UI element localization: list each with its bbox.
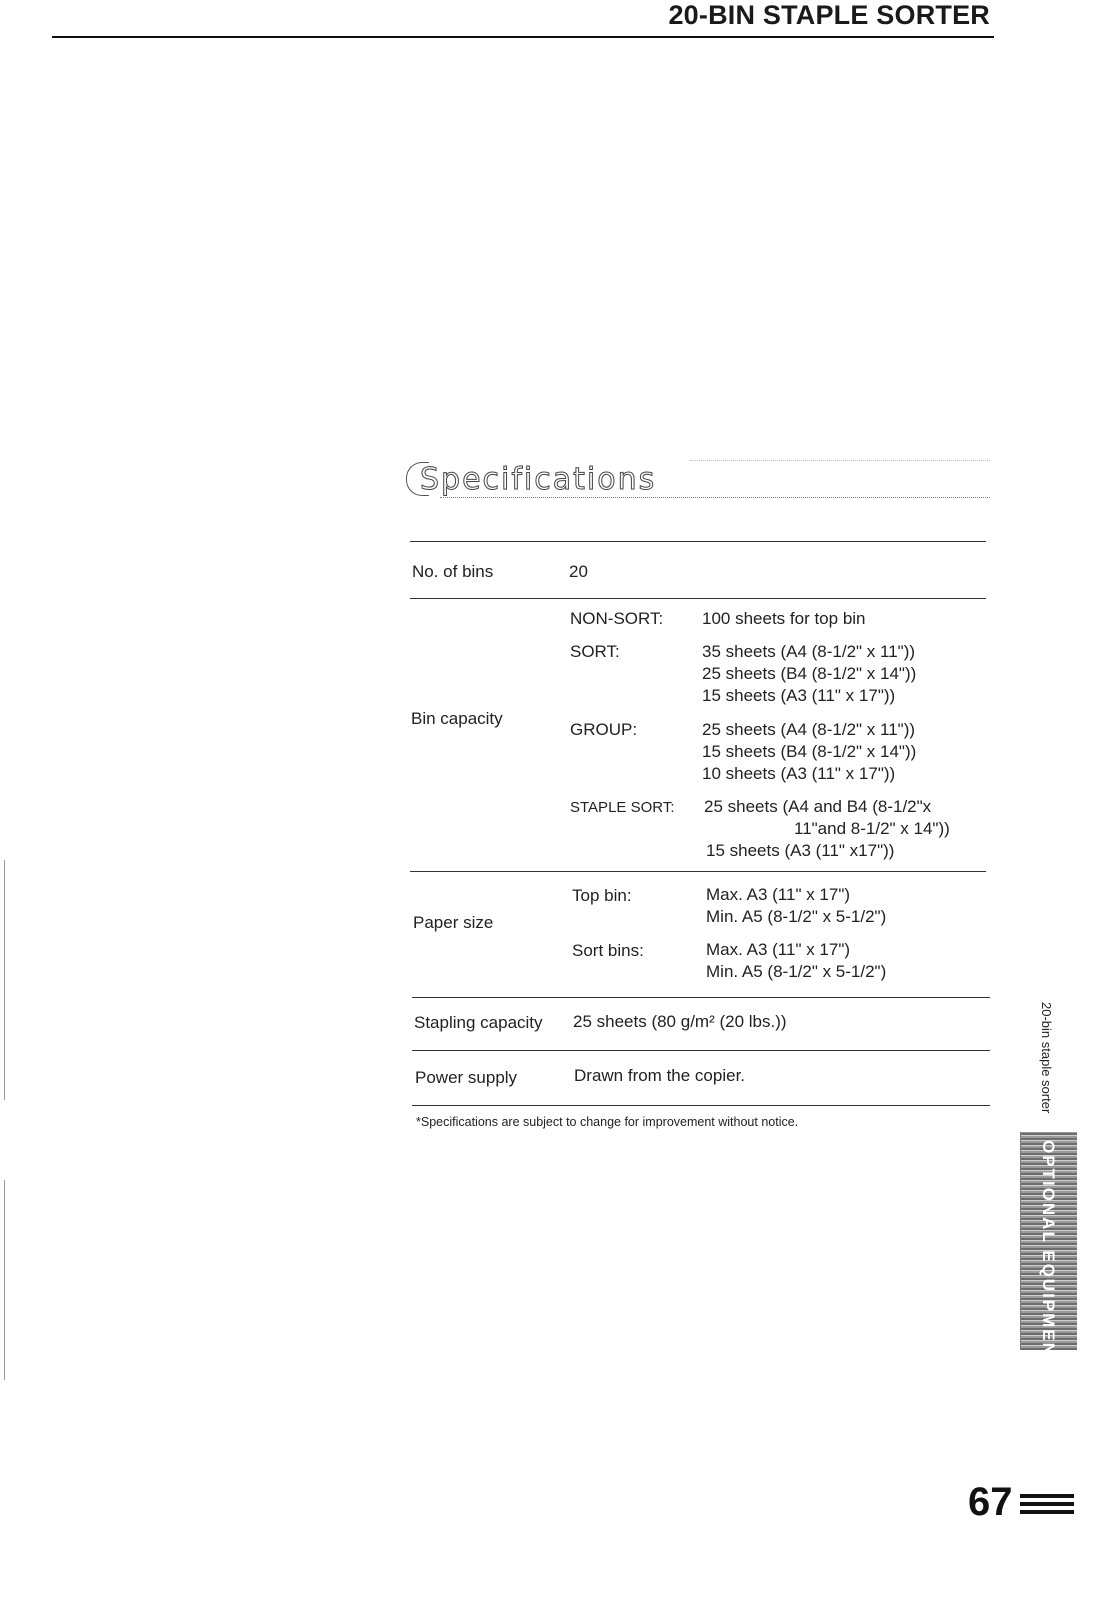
staple-sort-value-2: 11"and 8-1/2" x 14")) [794, 819, 950, 838]
paper-sort-bins: Sort bins: [572, 941, 644, 960]
staple-sort-value-1: 25 sheets (A4 and B4 (8-1/2"x [704, 797, 932, 816]
page-title: 20-BIN STAPLE SORTER [668, 0, 990, 30]
margin-scan-mark [4, 1180, 5, 1380]
heading-underline [440, 497, 990, 498]
mode-staple-sort: STAPLE SORT: [570, 799, 675, 816]
side-section-label: 20-bin staple sorter [1039, 1002, 1054, 1114]
page-number-bar [1020, 1502, 1074, 1506]
top-bin-min: Min. A5 (8-1/2" x 5-1/2") [706, 907, 887, 926]
sort-value-1: 35 sheets (A4 (8-1/2" x 11")) [702, 642, 916, 661]
table-rule [412, 997, 990, 998]
spec-value-bins: 20 [569, 562, 588, 581]
mode-non-sort: NON-SORT: [570, 609, 664, 628]
group-value-3: 10 sheets (A3 (11" x 17")) [702, 764, 896, 783]
heading-overline [690, 460, 990, 461]
staple-sort-value-3: 15 sheets (A3 (11" x17")) [706, 841, 895, 860]
spec-label-bins: No. of bins [412, 562, 494, 581]
section-heading: Specifications [420, 462, 657, 497]
top-bin-max: Max. A3 (11" x 17") [706, 885, 851, 904]
page-number-bar [1020, 1510, 1074, 1514]
margin-scan-mark [4, 860, 5, 1100]
spec-value-power: Drawn from the copier. [574, 1066, 746, 1085]
group-value-1: 25 sheets (A4 (8-1/2" x 11")) [702, 720, 916, 739]
paper-top-bin: Top bin: [572, 886, 632, 905]
sort-bins-min: Min. A5 (8-1/2" x 5-1/2") [706, 962, 887, 981]
page-number: 67 [968, 1480, 1013, 1524]
footnote: *Specifications are subject to change for improvement without notice. [416, 1115, 799, 1129]
table-rule [410, 598, 986, 599]
table-rule [410, 871, 986, 872]
chapter-tab-text: OPTIONAL EQUIPMENT [1039, 1140, 1058, 1370]
table-rule [412, 1050, 990, 1051]
page-number-bar [1020, 1494, 1074, 1498]
header-rule [52, 36, 994, 38]
spec-label-stapling: Stapling capacity [414, 1013, 543, 1032]
spec-label-power: Power supply [415, 1068, 518, 1087]
mode-sort: SORT: [570, 642, 620, 661]
mode-group: GROUP: [570, 720, 638, 739]
sort-bins-max: Max. A3 (11" x 17") [706, 940, 851, 959]
spec-label-paper-size: Paper size [413, 913, 494, 932]
sort-value-3: 15 sheets (A3 (11" x 17")) [702, 686, 896, 705]
table-rule-bottom [412, 1105, 990, 1106]
non-sort-value: 100 sheets for top bin [702, 609, 866, 628]
group-value-2: 15 sheets (B4 (8-1/2" x 14")) [702, 742, 917, 761]
sort-value-2: 25 sheets (B4 (8-1/2" x 14")) [702, 664, 917, 683]
table-rule-top [410, 541, 986, 542]
spec-label-bin-capacity: Bin capacity [411, 709, 503, 728]
spec-value-stapling: 25 sheets (80 g/m² (20 lbs.)) [573, 1012, 787, 1031]
